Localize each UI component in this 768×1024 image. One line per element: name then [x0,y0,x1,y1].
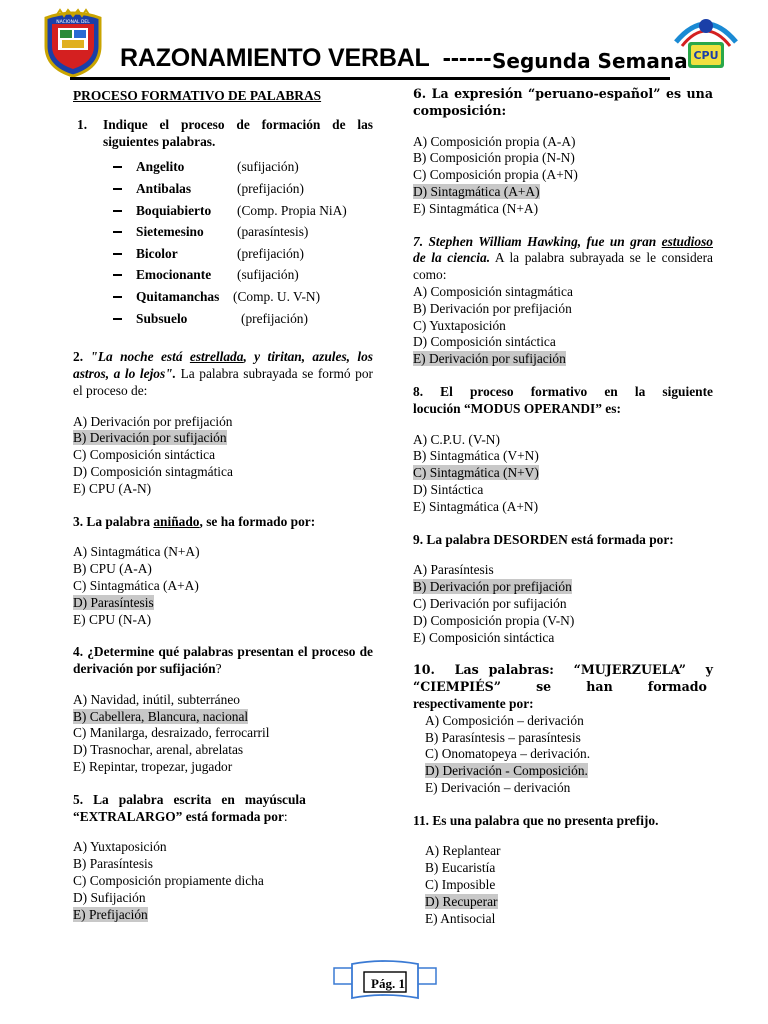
option: A) Composición sintagmática [413,283,573,299]
logo-text: CPU [693,49,719,62]
question-9 [413,532,713,647]
question-3 [73,514,373,629]
option: D) Composición sintagmática [73,463,233,479]
option: C) Composición propia (A+N) [413,167,578,183]
list-process: (sufijación) [237,159,299,175]
q8-line1: 8. El proceso formativo en la siguiente [413,383,713,399]
list-item [73,182,373,204]
option: C) Manilarga, desraizado, ferrocarril [73,725,270,741]
page-title: RAZONAMIENTO VERBAL ------ [120,44,492,72]
q5-line2b: : [283,808,288,824]
list-process: (sufijación) [237,267,299,283]
q5-line2a: “EXTRALARGO” está formada por [73,808,284,824]
q3-underlined: aniñado [153,513,200,529]
list-item [73,312,373,334]
option: A) Parasíntesis [413,562,494,578]
q3-a: 3. La palabra [73,513,154,529]
question-2 [73,349,373,497]
option: D) Sufijación [73,889,146,905]
list-item [73,225,373,247]
q5-line2 [73,809,373,826]
q10-line1: 10. Las palabras: “MUJERZUELA” y [413,662,713,678]
option: D) Composición sintáctica [413,334,556,350]
q4-stem [73,644,373,678]
option-highlighted: D) Parasíntesis [73,594,154,610]
option: B) Sintagmática (V+N) [413,448,539,464]
list-word: Bicolor [136,245,178,261]
q7-rest: A la palabra subrayada se le considera como: [413,250,713,283]
option-highlighted: B) Cabellera, Blancura, nacional [73,708,249,724]
option: A) Sintagmática (N+A) [73,544,200,560]
question-10 [413,662,713,796]
option: C) Onomatopeya – derivación. [425,746,591,762]
option: C) Yuxtaposición [413,317,506,333]
option: A) Composición propia (A-A) [413,133,576,149]
option: A) Replantear [425,843,501,859]
option-highlighted: B) Derivación por prefijación [413,579,572,595]
q2-quote-a: "La noche está [90,349,190,365]
q5-line1: 5. La palabra escrita en mayúscula [73,791,306,807]
q7-stem [413,234,713,284]
option: E) Repintar, tropezar, jugador [73,759,233,775]
header-divider [70,77,670,80]
section-title: PROCESO FORMATIVO DE PALABRAS [73,88,322,103]
list-process: (parasíntesis) [237,224,309,240]
option: C) Derivación por sufijación [413,595,567,611]
option-highlighted: C) Sintagmática (N+V) [413,465,539,481]
option: C) Sintagmática (A+A) [73,577,199,593]
option: A) Composición – derivación [425,712,584,728]
option-highlighted: D) Sintagmática (A+A) [413,183,540,199]
left-column [73,88,373,923]
cpu-logo [668,12,744,76]
list-item [73,290,373,312]
option: B) Composición propia (N-N) [413,150,575,166]
list-word: Boquiabierto [136,202,212,218]
crest-text: NACIONAL DEL [56,20,90,25]
page-number: Pág. 1 [371,976,405,991]
option: C) Composición propiamente dicha [73,873,264,889]
question-11 [413,813,713,928]
option: C) Imposible [425,877,496,893]
q11-stem: 11. Es una palabra que no presenta prefijo. [413,812,659,828]
list-process: (Comp. Propia NiA) [237,202,347,218]
option: C) Composición sintáctica [73,447,216,463]
list-process: (prefijación) [237,245,304,261]
q2-lead: 2. [73,349,91,365]
q2-underlined: estrellada [189,349,244,365]
option: E) Composición sintáctica [413,629,555,645]
q4-text: 4. ¿Determine qué palabras presentan el proceso de derivación por sufijación [73,644,373,677]
question-8 [413,384,713,516]
option: E) Antisocial [425,910,496,926]
q2-rest: La palabra subrayada se formó por el proceso de: [73,365,374,398]
option: E) CPU (A-N) [73,480,152,496]
option-highlighted: D) Recuperar [425,893,498,909]
option: B) Eucaristía [425,860,496,876]
option: B) Derivación por prefijación [413,300,572,316]
page-subtitle: Segunda Semana [492,49,688,73]
list-word: Sietemesino [136,224,204,240]
q9-stem: 9. La palabra DESORDEN está formada por: [413,531,674,547]
option: B) Parasíntesis [73,856,153,872]
question-4 [73,644,373,776]
q7-underlined: estudioso [661,233,713,249]
q1-text: Indique el proceso de formación de las siguientes palabras. [103,116,373,149]
option: E) CPU (N-A) [73,611,152,627]
question-7 [413,234,713,368]
q1-number: 1. [77,116,88,132]
list-item [73,204,373,226]
option: B) Parasíntesis – parasíntesis [425,729,581,745]
option-highlighted: E) Derivación por sufijación [413,351,566,367]
list-word: Emocionante [136,267,212,283]
list-word: Angelito [136,159,185,175]
list-process: (Comp. U. V-N) [233,288,321,304]
q1-list [73,160,373,333]
option-highlighted: E) Prefijación [73,906,148,922]
q6-stem: 6. La expresión “peruano-español” es una composición: [413,86,713,118]
list-item [73,160,373,182]
list-word: Antibalas [136,180,192,196]
option: A) Derivación por prefijación [73,413,233,429]
option-highlighted: B) Derivación por sufijación [73,430,227,446]
q10-line2: “CIEMPIÉS” se han formado [413,679,707,695]
q2-stem [73,349,373,399]
list-item [73,247,373,269]
option: E) Sintagmática (N+A) [413,200,539,216]
q4-end: ? [215,661,222,677]
list-word: Subsuelo [136,310,188,326]
q10-line3: respectivamente por: [413,695,534,711]
option: A) Navidad, inútil, subterráneo [73,691,240,707]
crest-logo [40,8,106,78]
question-6 [413,86,713,218]
option: E) Derivación – derivación [425,779,571,795]
q3-b: , se ha formado por: [199,513,316,529]
q8-line2: locución “MODUS OPERANDI” es: [413,400,621,416]
option-highlighted: D) Derivación - Composición. [425,763,588,779]
option: D) Sintáctica [413,481,484,497]
question-1 [73,117,373,151]
question-5 [73,792,373,924]
list-process: (prefijación) [241,310,308,326]
option: E) Sintagmática (A+N) [413,498,539,514]
option: A) Yuxtaposición [73,839,167,855]
q3-stem [73,514,373,531]
q7-italic-a: 7. Stephen William Hawking, fue un gran [413,233,662,249]
option: D) Composición propia (V-N) [413,612,575,628]
list-item [73,268,373,290]
option: B) CPU (A-A) [73,561,152,577]
q7-italic-b: de la ciencia. [413,250,491,266]
right-column [413,88,713,927]
option: A) C.P.U. (V-N) [413,431,500,447]
list-process: (prefijación) [237,180,304,196]
q2-quote-b: , y tiritan, azules, los astros, a lo lejos". [73,349,374,381]
option: D) Trasnochar, arenal, abrelatas [73,742,244,758]
list-word: Quitamanchas [136,288,220,304]
